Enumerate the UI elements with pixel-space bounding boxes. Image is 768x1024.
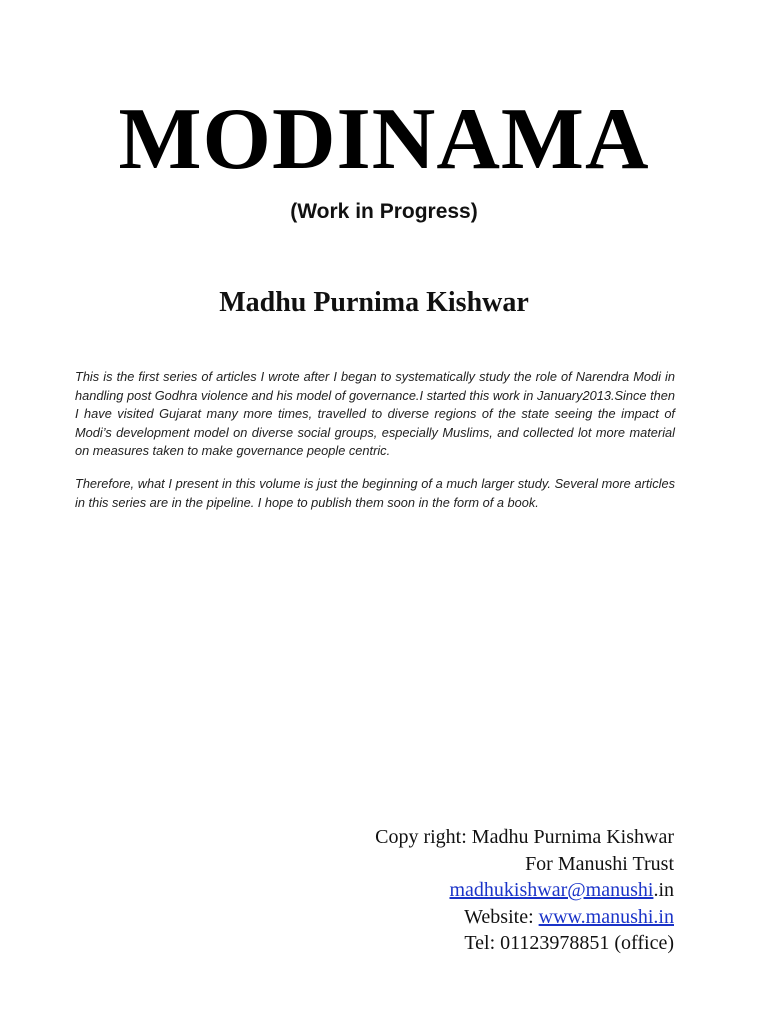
intro-paragraph: Therefore, what I present in this volume is just the beginning of a much larger study. Several more articles in this series are in the pipeline. I hope to publish them soon in the form of a book. (75, 475, 675, 510)
phone-line: Tel: 01123978851 (office) (464, 932, 674, 954)
website-line (300, 904, 674, 931)
intro-text (75, 368, 675, 526)
email-suffix: .in (653, 879, 674, 901)
document-title: MODINAMA (118, 91, 650, 188)
website-label: Website: (464, 905, 539, 928)
contact-block (300, 824, 674, 957)
trust-line: For Manushi Trust (525, 852, 674, 875)
intro-paragraph: This is the first series of articles I wrote after I began to systematically study the role of Narendra Modi in handling post Godhra violence and his model of governance.I started this work in January2013.Since then I have visited Gujarat many more times, travelled to diverse regions of the state seeing the impact of Modi’s development model on diverse social groups, especially Muslims, and collected lot more material on measures taken to make governance people centric. (75, 369, 675, 459)
email-link[interactable]: madhukishwar@manushi (449, 879, 654, 901)
document-subtitle: (Work in Progress) (290, 200, 478, 223)
author-name: Madhu Purnima Kishwar (219, 287, 529, 318)
copyright-line: Copy right: Madhu Purnima Kishwar (375, 826, 674, 848)
website-link[interactable]: www.manushi.in (538, 905, 674, 928)
email-line (300, 877, 674, 904)
